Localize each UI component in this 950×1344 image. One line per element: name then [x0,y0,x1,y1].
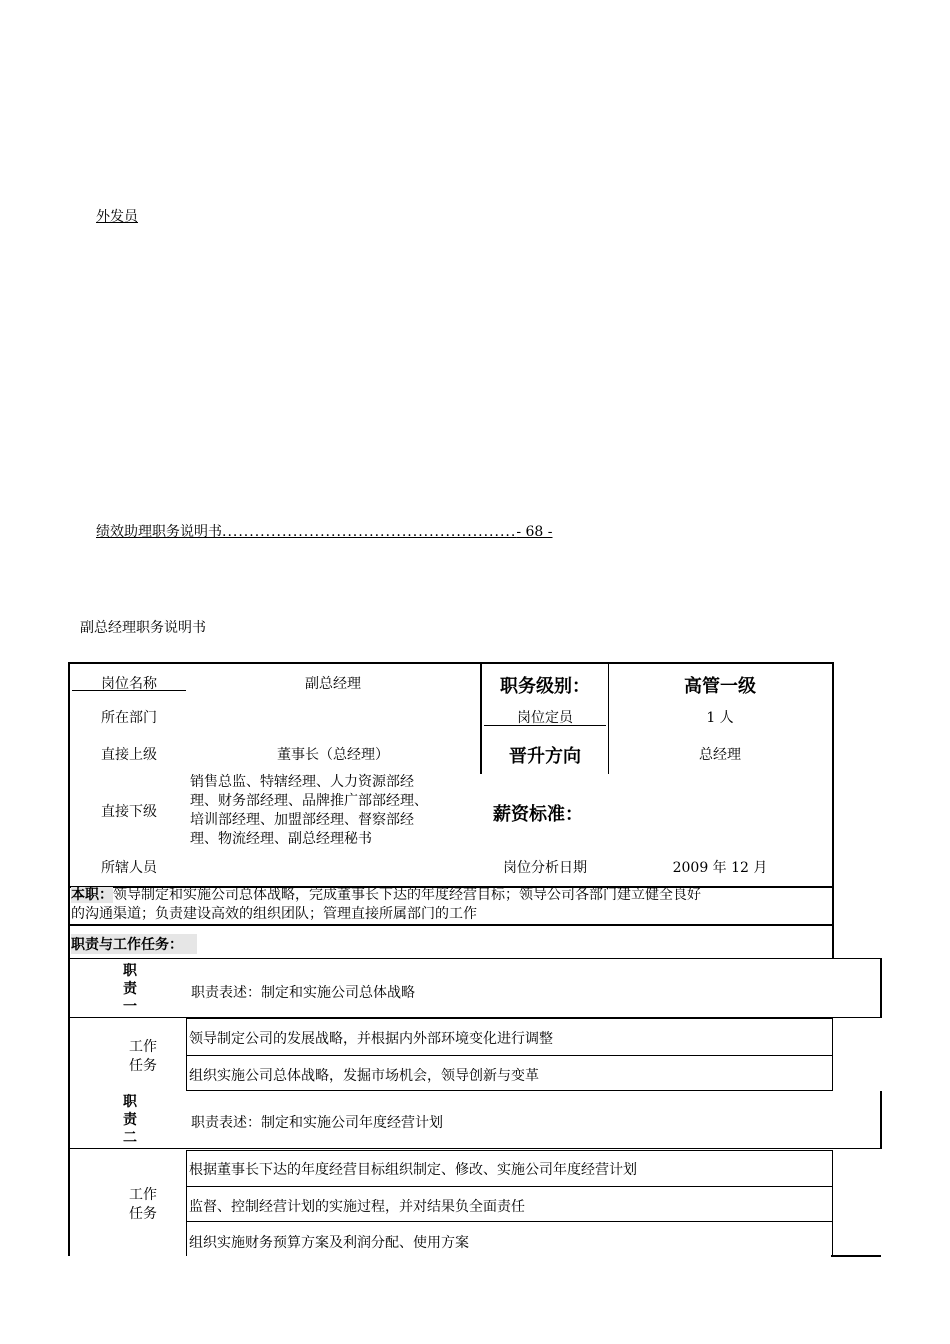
resp1-task-label-line: 任务 [129,1058,157,1074]
subordinate-line: 理、物流经理、副总经理秘书 [190,831,372,847]
resp1-label-char: 责 [123,981,137,997]
toc-entry-title: 绩效助理职务说明书 [96,524,222,540]
post-name-value: 副总经理 [305,676,361,692]
quota-label: 岗位定员 [517,710,573,726]
post-name-label: 岗位名称 [101,676,157,692]
grade-value: 高管一级 [684,676,756,697]
superior-label: 直接上级 [101,747,157,763]
analysis-date-label: 岗位分析日期 [503,860,587,876]
resp2-task-3: 组织实施财务预算方案及利润分配、使用方案 [189,1235,469,1251]
quota-value: 1 人 [706,710,734,726]
analysis-date-value: 2009 年 12 月 [672,860,768,876]
resp1-task-label [112,1038,174,1076]
resp1-label [112,962,148,1016]
resp2-task-label [112,1186,174,1224]
toc-entry-dots: ...................................................... [222,524,517,540]
subordinate-line: 培训部经理、加盟部经理、督察部经 [190,812,414,828]
duty-text [71,886,701,924]
salary-label: 薪资标准： [493,804,583,825]
toc-entry[interactable] [96,521,553,541]
resp2-label-char: 职 [123,1094,137,1110]
subordinate-value [190,773,428,849]
document-title: 副总经理职务说明书 [80,620,206,636]
subordinate-label: 直接下级 [101,804,157,820]
resp1-task-label-line: 工作 [129,1039,157,1055]
resp2-statement: 职责表述：制定和实施公司年度经营计划 [191,1115,443,1131]
resp1-statement: 职责表述：制定和实施公司总体战略 [191,985,415,1001]
waifa-link[interactable]: 外发员 [96,209,138,225]
resp1-label-char: 职 [123,963,137,979]
resp2-task-label-line: 工作 [129,1187,157,1203]
subordinate-line: 理、财务部经理、品牌推广部部经理、 [190,793,428,809]
duty-label: 本职： [71,887,113,903]
resp2-label-char: 责 [123,1112,137,1128]
info-divider-v2 [608,662,609,774]
resp2-label-char: 二 [123,1130,137,1146]
resp1-task-1: 领导制定公司的发展战略，并根据内外部环境变化进行调整 [189,1031,553,1047]
grade-label: 职务级别： [500,676,590,697]
resp2-task-1: 根据董事长下达的年度经营目标组织制定、修改、实施公司年度经营计划 [189,1162,637,1178]
dept-label: 所在部门 [101,710,157,726]
responsibilities-heading: 职责与工作任务： [71,934,197,954]
staff-label: 所辖人员 [101,860,157,876]
promotion-value: 总经理 [699,747,741,763]
duty-line-2: 的沟通渠道；负责建设高效的组织团队；管理直接所属部门的工作 [71,906,477,922]
resp1-task-2: 组织实施公司总体战略，发掘市场机会，领导创新与变革 [189,1068,539,1084]
promotion-label: 晋升方向 [509,746,581,767]
resp2-label [112,1093,148,1147]
resp1-label-char: 一 [123,999,137,1015]
table-bottom-stub [831,1255,881,1257]
toc-entry-page: - 68 - [516,524,553,540]
duty-line-1: 领导制定和实施公司总体战略，完成董事长下达的年度经营目标；领导公司各部门建立健全良好 [113,887,701,903]
superior-value: 董事长（总经理） [277,747,389,763]
resp2-task-label-line: 任务 [129,1206,157,1222]
resp2-task-2: 监督、控制经营计划的实施过程，并对结果负全面责任 [189,1199,525,1215]
subordinate-line: 销售总监、特辖经理、人力资源部经 [190,774,414,790]
